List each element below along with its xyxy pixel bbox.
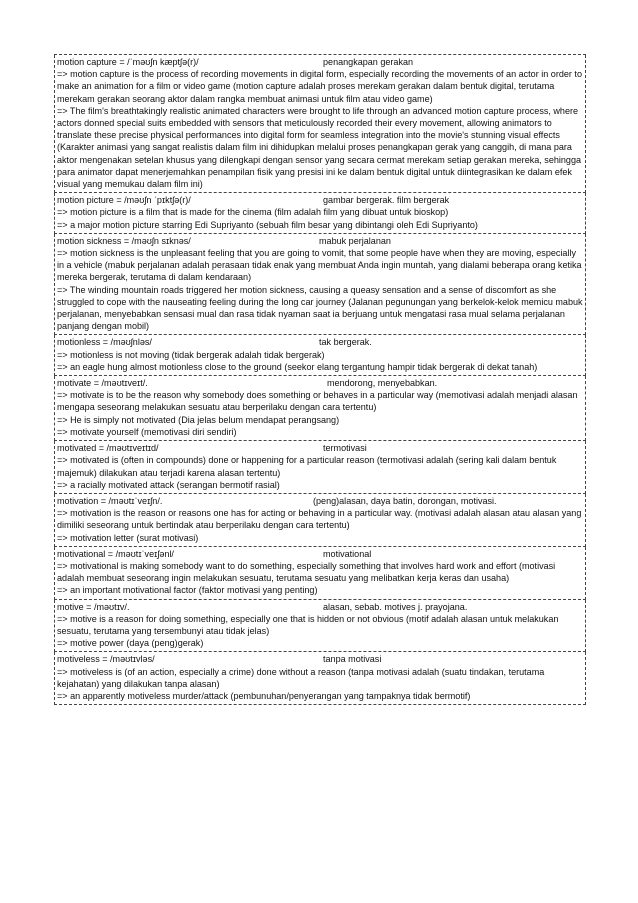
- headword: motion capture = /ˈməʊʃn kæptʃə(r)/: [57, 57, 199, 67]
- entry-header: [57, 601, 583, 613]
- definition-line: => motivate is to be the reason why somebody does something or behaves in a particular way (memotivasi adalah menjadi alasan mengapa seseorang melakukan sesuatu atau berperilaku dengan cara tertentu): [57, 390, 578, 413]
- headword: motivate = /məʊtɪveɪt/.: [57, 378, 148, 389]
- headword: motion picture = /məʊʃn ˈpɪktʃə(r)/: [57, 195, 191, 206]
- headword: motivational = /məʊtɪˈveɪʃənl/: [57, 548, 174, 559]
- entry-motion-sickness: [54, 234, 586, 336]
- example-line: => motivation letter (surat motivasi): [57, 532, 199, 543]
- headword: motion sickness = /məʊʃn sɪknəs/: [57, 235, 191, 246]
- example-line: => an apparently motiveless murder/attack (pembunuhan/penyerangan yang tampaknya tidak bermotif): [57, 690, 471, 701]
- entry-motion-capture: [54, 55, 586, 193]
- headword: motionless = /məʊʃnləs/: [57, 337, 152, 348]
- translation: motivational: [323, 548, 372, 559]
- definition-line: => motive is a reason for doing something, especially one that is hidden or not obvious (motif adalah alasan untuk melakukan sesuatu, terutama yang tersembunyi atau tidak jelas): [57, 613, 559, 636]
- definition-line: => motivated is (often in compounds) done or happening for a particular reason (termotivasi adalah (sering kali dalam bentuk majemuk) dilakukan atau terjadi karena alasan tertentu): [57, 455, 557, 478]
- entry-motivation: [54, 494, 586, 547]
- definition-line: => motion sickness is the unpleasant feeling that you are going to vomit, that some people have when they are moving, especially in a vehicle (mabuk perjalanan adalah perasaan tidak enak yang membuat Anda ingin muntah, yang dialami beberapa orang ketika mereka bergerak, terutama di dalam kendaraan): [57, 248, 582, 283]
- entry-header: [57, 56, 583, 68]
- translation: mendorong, menyebabkan.: [327, 378, 438, 389]
- entry-motion-picture: [54, 193, 586, 234]
- entry-header: [57, 548, 583, 560]
- example-line: => The film's breathtakingly realistic animated characters were brought to life through an advanced motion capture process, where actors donned special suits embedded with sensors that meticulously recorded their every movement, allowing animators to translate these precise physical performances into digital form for seamless integration into the movie's stunning visual effects (Karakter animasi yang sangat realistis dalam film ini dihidupkan melalui proses penangkapan gerak yang canggih, di mana para aktor mengenakan setelan khusus yang dilengkapi dengan sensor yang secara cermat merekam setiap gerakan mereka, sehingga para animator dapat menerjemahkan penampilan fisik yang presisi ini ke dalam bentuk digital untuk diintegrasikan ke dalam efek visual yang memukau dalam film ini): [57, 105, 582, 190]
- definition-line: => motivation is the reason or reasons one has for acting or behaving in a particular way. (motivasi adalah alasan atau alasan yang dimiliki seseorang untuk bertindak atau berperilaku dengan cara tertentu): [57, 508, 582, 531]
- headword: motiveless = /məʊtɪvləs/: [57, 654, 155, 665]
- entry-header: [57, 495, 583, 507]
- entry-motionless: [54, 335, 586, 376]
- example-line: => an eagle hung almost motionless close to the ground (seekor elang tergantung hampir tidak bergerak di dekat tanah): [57, 361, 538, 372]
- example-line: => motive power (daya (peng)gerak): [57, 638, 204, 649]
- headword: motive = /məʊtɪv/.: [57, 601, 130, 612]
- translation: penangkapan gerakan: [323, 57, 414, 67]
- definition-line: => motion picture is a film that is made for the cinema (film adalah film yang dibuat untuk bioskop): [57, 207, 449, 218]
- definition-line: => motion capture is the process of recording movements in digital form, especially recording the movements of an actor in order to make an animation for a film or video game (motion capture adalah proses merekam gerakan dalam bentuk digital, terutama merekam gerakan seorang aktor dalam rangka membuat animasi untuk film atau video game): [57, 69, 582, 104]
- translation: (peng)alasan, daya batin, dorongan, motivasi.: [313, 495, 497, 506]
- example-line: => a racially motivated attack (serangan bermotif rasial): [57, 479, 280, 490]
- entry-header: [57, 653, 583, 665]
- headword: motivation = /məʊtɪˈveɪʃn/.: [57, 495, 163, 506]
- definition-line: => motivational is making somebody want to do something, especially something that involves hard work and effort (motivasi adalah membuat seseorang ingin melakukan sesuatu, terutama sesuatu yang melibatkan kerja keras dan usaha): [57, 560, 556, 584]
- translation: tak bergerak.: [319, 337, 372, 348]
- example-line: => motivate yourself (memotivasi diri sendiri): [57, 426, 237, 437]
- example-line: => an important motivational factor (faktor motivasi yang penting): [57, 585, 318, 596]
- translation: tanpa motivasi: [323, 654, 382, 665]
- translation: gambar bergerak. film bergerak: [323, 195, 450, 206]
- entry-motive: [54, 600, 586, 653]
- entry-motivational: [54, 547, 586, 600]
- entry-header: [57, 442, 583, 454]
- definition-line: => motiveless is (of an action, especially a crime) done without a reason (tanpa motivasi adalah (suatu tindakan, terutama kejahatan) yang dilakukan tanpa alasan): [57, 666, 545, 689]
- example-line: => He is simply not motivated (Dia jelas belum mendapat perangsang): [57, 414, 340, 425]
- entry-header: [57, 194, 583, 206]
- example-line: => The winding mountain roads triggered her motion sickness, causing a queasy sensation and a sense of discomfort as she struggled to cope with the nauseating feeling during the long car journey (Jalanan pegunungan yang berkelok-kelok memicu mabuk perjalanan, menyebabkan sensasi mual dan rasa tidak nyaman saat ia berjuang untuk mengatasi rasa mual selama perjalanan panjang dengan mobil): [57, 284, 583, 332]
- definition-line: => motionless is not moving (tidak bergerak adalah tidak bergerak): [57, 349, 325, 360]
- headword: motivated = /məʊtɪveɪtɪd/: [57, 443, 159, 454]
- entry-header: [57, 336, 583, 348]
- entry-motiveless: [54, 652, 586, 705]
- dictionary-page: [54, 54, 586, 705]
- entry-motivated: [54, 441, 586, 494]
- translation: alasan, sebab. motives j. prayojana.: [323, 601, 468, 612]
- example-line: => a major motion picture starring Edi Supriyanto (sebuah film besar yang dibintangi oleh Edi Supriyanto): [57, 219, 478, 230]
- entry-header: [57, 377, 583, 389]
- entry-header: [57, 235, 583, 247]
- translation: mabuk perjalanan: [319, 235, 391, 246]
- translation: termotivasi: [323, 443, 367, 454]
- entry-motivate: [54, 376, 586, 441]
